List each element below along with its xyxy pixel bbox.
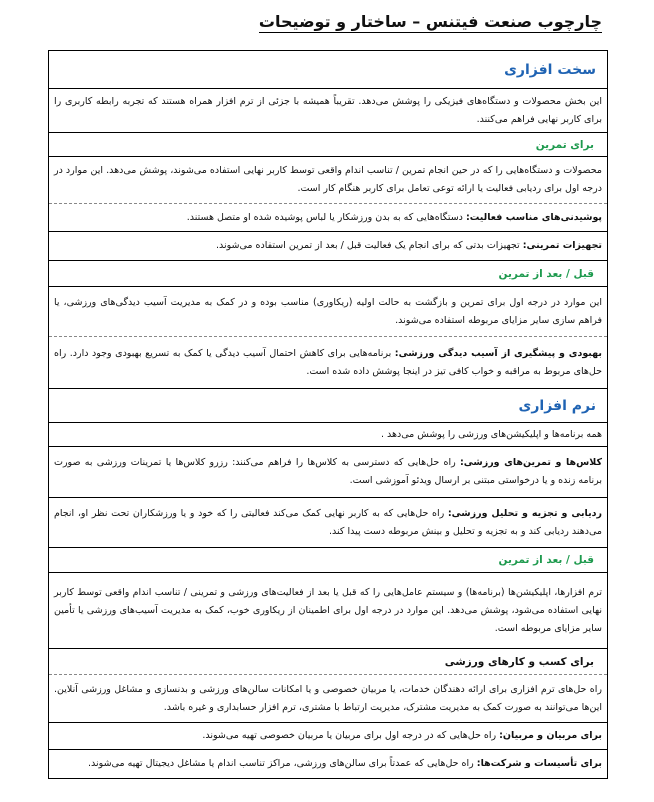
software-intro-row (49, 423, 607, 447)
tracking-row (49, 498, 607, 548)
recovery-row (49, 337, 607, 389)
hardware-before-after-text: این موارد در درجه اول برای تمرین و بازگشت به حالت اولیه (ریکاوری) مناسب بوده و در کمک به مدیریت آسیب دیدگی‌های ورزشی، یا فراهم سازی سایر مزایای مربوطه استفاده می‌شوند. (54, 296, 602, 326)
business-text-row (49, 675, 607, 723)
trainers-label: برای مربیان و مربیان: (499, 730, 602, 741)
hardware-exercise-heading: برای تمرین (535, 138, 594, 151)
framework-table (48, 50, 608, 779)
classes-row (49, 447, 607, 498)
tracking-item (54, 505, 602, 541)
equipment-row (49, 232, 607, 261)
software-before-after-text-row (49, 573, 607, 649)
classes-label: کلاس‌ها و تمرین‌های ورزشی: (459, 457, 602, 468)
software-before-after-text: ترم افزارها، اپلیکیشن‌ها (برنامه‌ها) و سیستم عامل‌هایی را که قبل یا بعد از فعالیت‌های ورزشی و تمرینی / تناسب اندام واقعی توسط کاربر نهایی استفاده می‌شود، پوشش می‌دهد. این موارد در درجه اول برای اطمینان از ریکاوری خوب، کمک به مدیریت آسیب‌های ورزشی یا تأمین سایر مزایای مربوطه است. (54, 586, 602, 634)
trainers-row (49, 723, 607, 750)
hardware-exercise-heading-row (49, 133, 607, 157)
companies-item (54, 755, 602, 773)
recovery-label: بهبودی و پیشگیری از آسیب دیدگی ورزشی: (394, 347, 602, 359)
hardware-intro-row (49, 89, 607, 133)
software-before-after-heading-row (49, 548, 607, 573)
trainers-item (54, 727, 602, 745)
document-title: چارچوب صنعت فیتنس – ساختار و توضیحات (258, 12, 602, 31)
hardware-intro: این بخش محصولات و دستگاه‌های فیزیکی را پوشش می‌دهد. تقریباً همیشه با جزئی از ترم افزار همراه هستند که تجربه رابطه کاربری را برای کاربر نهایی فراهم می‌کنند. (54, 95, 602, 125)
hardware-heading: سخت افزاری (504, 61, 596, 78)
companies-row (49, 750, 607, 778)
hardware-exercise-text: محصولات و دستگاه‌هایی را که در حین انجام تمرین / تناسب اندام واقعی توسط کاربر نهایی استفاده می‌شوند، پوشش می‌دهد. این موارد در درجه اول برای ردیابی فعالیت یا ارائه توعی تعامل برای کاربر هنگام کار است. (54, 165, 602, 194)
hardware-exercise-text-row (49, 157, 607, 204)
tracking-label: ردیابی و تجزیه و تحلیل ورزشی: (447, 507, 602, 519)
hardware-before-after-text-row (49, 287, 607, 337)
wearables-text: دستگاه‌هایی که به بدن ورزشکار یا لباس پوشیده شده او متصل هستند. (186, 211, 463, 223)
trainers-text: راه حل‌هایی که در درجه اول برای مربیان یا مربیان خصوصی تهیه می‌شوند. (202, 730, 497, 741)
companies-text: راه حل‌هایی که عمدتاً برای سالن‌های ورزشی، مراکز تناسب اندام یا مشاغل دیجیتال تهیه می‌شوند. (88, 758, 474, 769)
hardware-before-after-heading: قبل / بعد از تمرین (498, 267, 594, 280)
equipment-item (54, 237, 602, 255)
wearables-row (49, 204, 607, 232)
business-text: راه حل‌های ترم افزاری برای ارائه دهندگان خدمات، یا مربیان خصوصی و یا امکانات سالن‌های ورزشی و بدنسازی و مشاغل ورزشی آنلاین. این‌ها می‌توانند به صورت کمک به مدیریت مشترک، مدیریت ارتباط با مشتری، ترم افزار حسابداری و غیره باشد. (54, 683, 602, 713)
classes-item (54, 454, 602, 490)
classes-text: راه حل‌هایی که دسترسی به کلاس‌ها را فراهم می‌کنند: رزرو کلاس‌ها یا تمرینات ورزشی به صورت برنامه زنده و یا درخواستی مبتنی بر ارسال ویدئو آموزشی است. (54, 457, 602, 486)
software-before-after-heading: قبل / بعد از تمرین (498, 554, 594, 566)
recovery-item (54, 345, 602, 381)
tracking-text: راه حل‌هایی که به کاربر نهایی کمک می‌کند فعالیتی را که خود و یا ورزشکاران تحت نظر او، انجام می‌دهند ردیابی کند و به تجزیه و تحلیل و بینش مربوطه دست پیدا کند. (54, 507, 602, 537)
equipment-label: تجهیزات تمرینی: (522, 240, 602, 251)
business-heading-row (49, 649, 607, 675)
equipment-text: تجهیزات بدتی که برای انجام یک فعالیت قبل / بعد از تمرین استفاده می‌شوند. (215, 240, 520, 251)
wearables-item (54, 209, 602, 227)
business-heading: برای کسب و کارهای ورزشی (444, 655, 594, 668)
software-heading-row (49, 389, 607, 423)
hardware-heading-row (49, 51, 607, 89)
software-heading: نرم افزاری (518, 397, 596, 414)
wearables-label: پوشیدنی‌های مناسب فعالیت: (465, 211, 602, 223)
companies-label: برای تأسیسات و شرکت‌ها: (476, 758, 602, 769)
recovery-text: برنامه‌هایی برای کاهش احتمال آسیب دیدگی یا کمک به تسریع بهبودی وجود دارد. راه حل‌های مربوط به مراقبه و خواب کافی تیز در اینجا پوشش داده شده است. (54, 347, 602, 377)
hardware-before-after-heading-row (49, 261, 607, 287)
software-intro: همه برنامه‌ها و اپلیکیشن‌های ورزشی را پوشش می‌دهد . (380, 428, 602, 440)
